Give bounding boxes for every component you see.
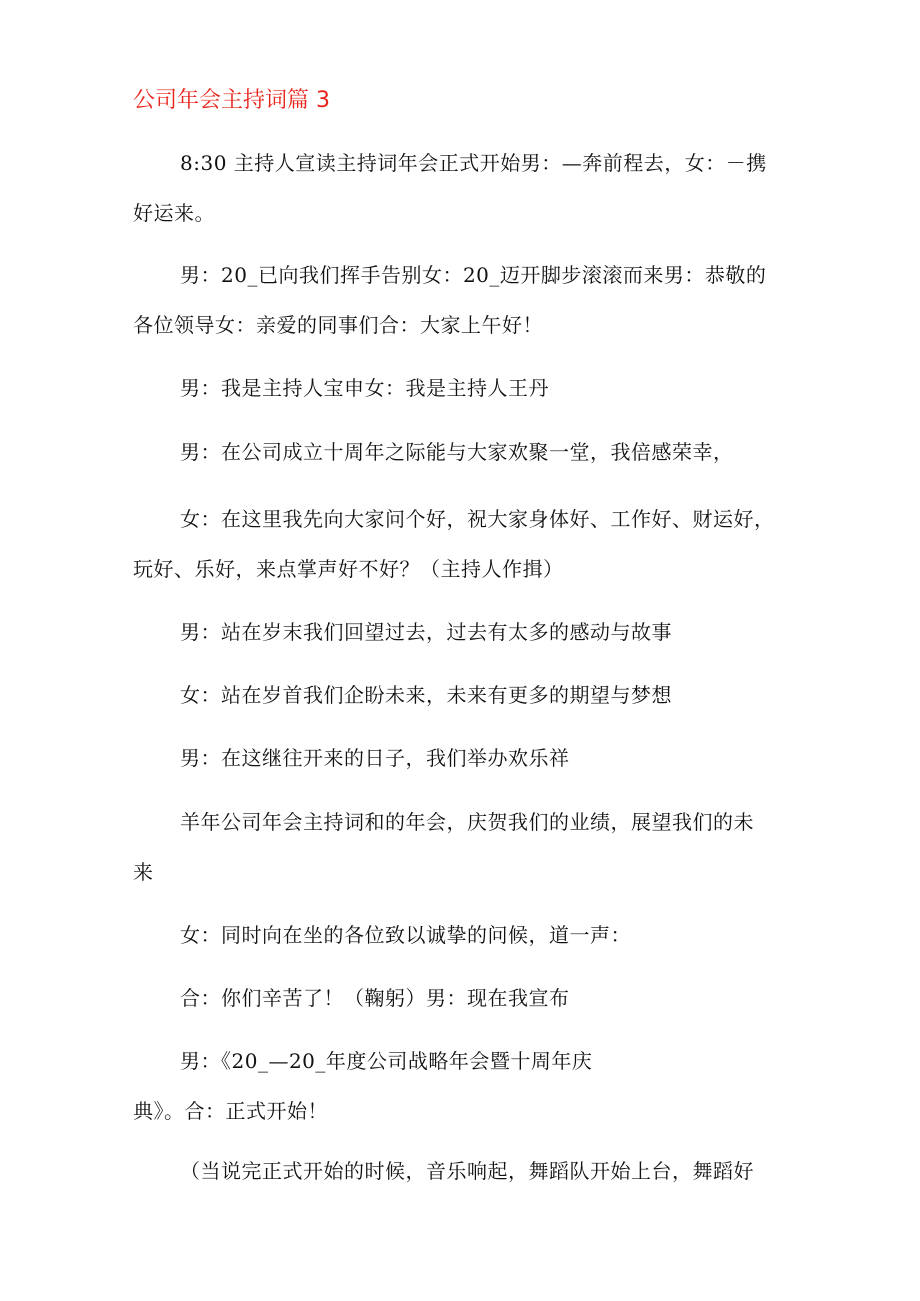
paragraph-line: 男：在这继往开来的日子，我们举办欢乐祥 — [180, 746, 570, 770]
paragraph-1 — [133, 138, 813, 238]
paragraph-5 — [133, 494, 813, 594]
paragraph-line: 男：我是主持人宝申女：我是主持人王丹 — [180, 376, 549, 400]
paragraph-line: 好运来。 — [133, 201, 215, 225]
paragraph-3 — [133, 363, 813, 413]
paragraph-line: 8:30 主持人宣读主持词年会正式开始男：—奔前程去，女：－携 — [180, 151, 767, 175]
paragraph-line: 来 — [133, 860, 154, 884]
paragraph-line: 各位领导女：亲爱的同事们合：大家上午好！ — [133, 313, 543, 337]
paragraph-8 — [133, 733, 813, 783]
paragraph-2 — [133, 250, 813, 350]
paragraph-line: 典》。合：正式开始！ — [133, 1099, 328, 1123]
paragraph-line: 男：在公司成立十周年之际能与大家欢聚一堂，我倍感荣幸， — [180, 440, 734, 464]
paragraph-line: 羊年公司年会主持词和的年会，庆贺我们的业绩，展望我们的未 — [180, 810, 754, 834]
paragraph-line: 男：站在岁末我们回望过去，过去有太多的感动与故事 — [180, 620, 672, 644]
paragraph-4 — [133, 427, 813, 477]
paragraph-line: （当说完正式开始的时候，音乐响起，舞蹈队开始上台，舞蹈好 — [180, 1159, 754, 1183]
paragraph-11 — [133, 973, 813, 1023]
paragraph-line: 女：站在岁首我们企盼未来，未来有更多的期望与梦想 — [180, 683, 672, 707]
paragraph-line: 男：《20_—20_年度公司战略年会暨十周年庆 — [180, 1049, 593, 1073]
paragraph-12 — [133, 1036, 813, 1136]
paragraph-6 — [133, 607, 813, 657]
paragraph-10 — [133, 910, 813, 960]
paragraph-line: 玩好、乐好，来点掌声好不好？（主持人作揖） — [133, 557, 564, 581]
paragraph-line: 合：你们辛苦了！（鞠躬）男：现在我宣布 — [180, 986, 570, 1010]
paragraph-7 — [133, 670, 813, 720]
paragraph-line: 女：在这里我先向大家问个好，祝大家身体好、工作好、财运好， — [180, 507, 775, 531]
document-title: 公司年会主持词篇 3 — [133, 88, 330, 113]
paragraph-line: 女：同时向在坐的各位致以诚挚的问候，道一声： — [180, 923, 631, 947]
paragraph-line: 男：20_已向我们挥手告别女：20_迈开脚步滚滚而来男：恭敬的 — [180, 263, 767, 287]
paragraph-9 — [133, 797, 813, 897]
paragraph-13 — [133, 1146, 813, 1196]
